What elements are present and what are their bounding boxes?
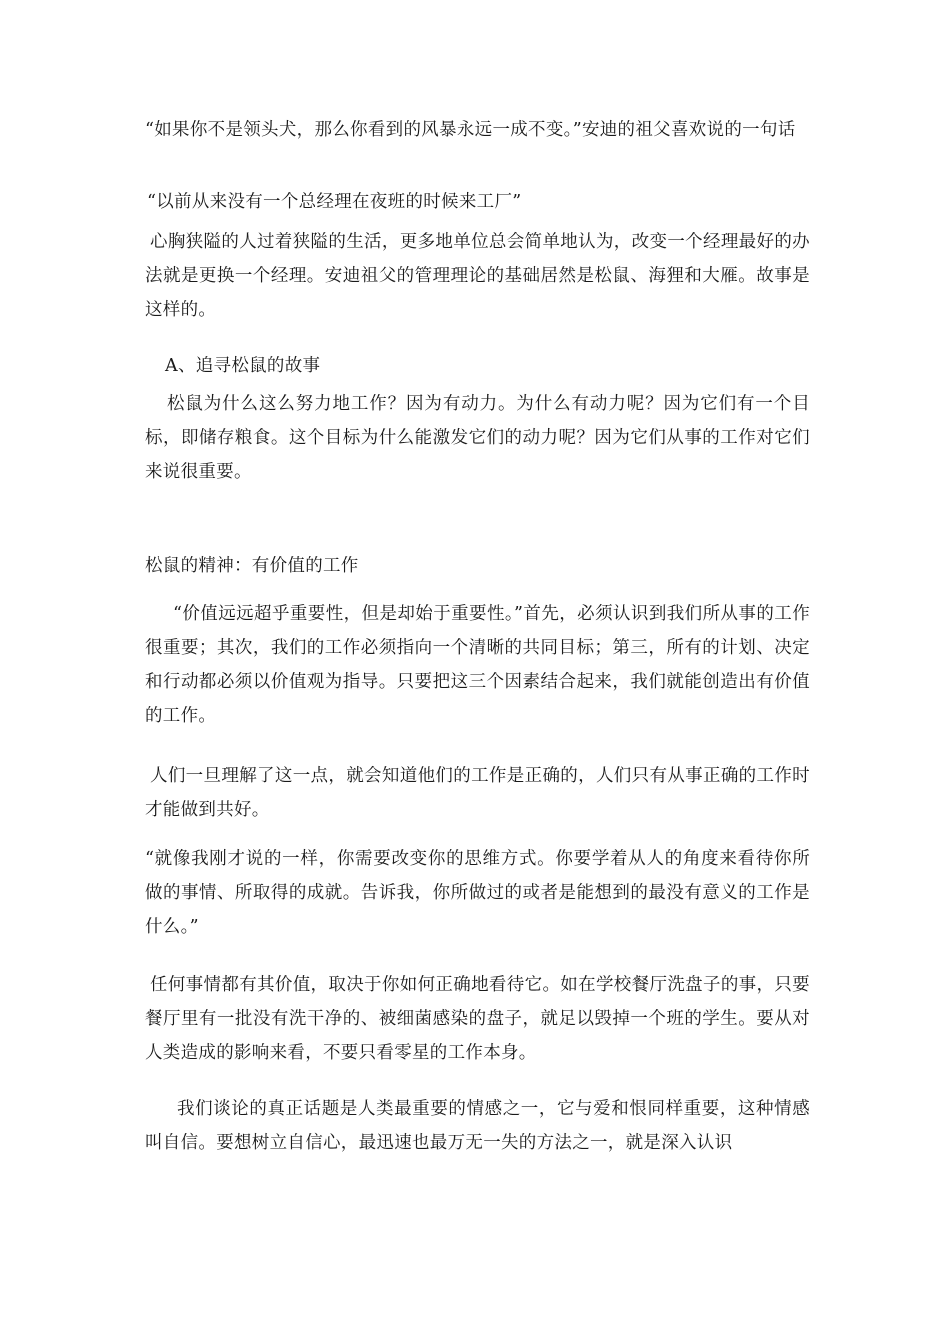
paragraph-change-thinking-quote: “就像我刚才说的一样，你需要改变你的思维方式。你要学着从人的角度来看待你所做的事情、所取得的成就。告诉我，你所做过的或者是能想到的最没有意义的工作是什么。” [145, 849, 810, 937]
paragraph-night-shift-quote: “以前从来没有一个总经理在夜班的时候来工厂” [147, 192, 522, 212]
section-heading-squirrel-spirit: 松鼠的精神：有价值的工作 [145, 556, 359, 576]
paragraph-squirrel-motivation: 松鼠为什么这么努力地工作？因为有动力。为什么有动力呢？因为它们有一个目标，即储存粮食。这个目标为什么能激发它们的动力呢？因为它们从事的工作对它们来说很重要。 [145, 394, 810, 482]
paragraph-understanding: 人们一旦理解了这一点，就会知道他们的工作是正确的，人们只有从事正确的工作时才能做到共好。 [145, 766, 810, 820]
paragraph-grandfather-quote: “如果你不是领头犬，那么你看到的风暴永远一成不变。”安迪的祖父喜欢说的一句话 [145, 120, 796, 140]
paragraph-narrow-minded: 心胸狭隘的人过着狭隘的生活，更多地单位总会简单地认为，改变一个经理最好的办法就是更换一个经理。安迪祖父的管理理论的基础居然是松鼠、海狸和大雁。故事是这样的。 [145, 232, 810, 320]
paragraph-self-confidence: 我们谈论的真正话题是人类最重要的情感之一，它与爱和恨同样重要，这种情感叫自信。要想树立自信心，最迅速也最万无一失的方法之一，就是深入认识 [145, 1099, 810, 1153]
section-heading-squirrel-story: A、追寻松鼠的故事 [165, 356, 321, 376]
paragraph-everything-has-value: 任何事情都有其价值，取决于你如何正确地看待它。如在学校餐厅洗盘子的事，只要餐厅里有一批没有洗干净的、被细菌感染的盘子，就足以毁掉一个班的学生。要从对人类造成的影响来看，不要只看零星的工作本身。 [145, 975, 810, 1063]
paragraph-value-importance: “价值远远超乎重要性，但是却始于重要性。”首先，必须认识到我们所从事的工作很重要；其次，我们的工作必须指向一个清晰的共同目标；第三，所有的计划、决定和行动都必须以价值观为指导。只要把这三个因素结合起来，我们就能创造出有价值的工作。 [145, 604, 810, 726]
